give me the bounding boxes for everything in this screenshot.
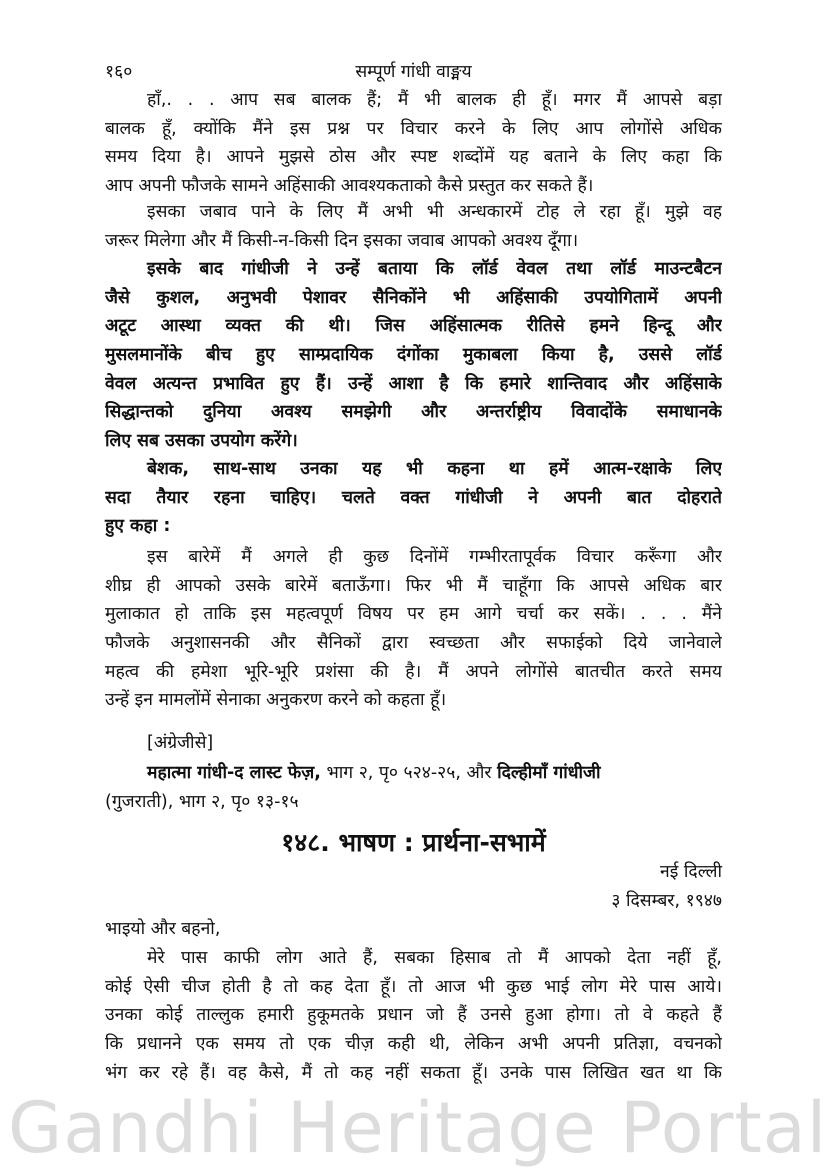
text-line: वेवल अत्यन्त प्रभावित हुए हैं। उन्हें आशा है कि हमारे शान्तिवाद और अहिंसाके <box>105 373 722 394</box>
text-line: मुलाकात हो ताकि इस महत्वपूर्ण विषय पर हम आगे चर्चा कर सकें। . . . मैंने <box>105 604 722 625</box>
text-line: महत्व की हमेशा भूरि-भूरि प्रशंसा की है। मैं अपने लोगोंसे बातचीत करते समय <box>105 661 722 682</box>
text-line: बालक हूँ, क्योंकि मैंने इस प्रश्न पर विचार करने के लिए आप लोगोंसे अधिक <box>105 118 722 139</box>
running-title: सम्पूर्ण गांधी वाङ्मय <box>355 62 472 82</box>
text-line: इस बारेमें मैं अगले ही कुछ दिनोंमें गम्भीरतापूर्वक विचार करूँगा और <box>147 547 722 567</box>
text-line: [अंग्रेजीसे] <box>147 733 214 753</box>
page-number: १६० <box>105 62 133 82</box>
text-line: इसके बाद गांधीजी ने उन्हें बताया कि लॉर्ड वेवल तथा लॉर्ड माउन्टबैटन <box>147 259 722 279</box>
para-1 <box>105 86 722 201</box>
citation-line-2: (गुजराती), भाग २, पृ० १३-१५ <box>105 791 299 812</box>
watermark: Gandhi Heritage Portal <box>8 1087 827 1169</box>
text-line: शीघ्र ही आपको उसके बारेमें बताऊँगा। फिर भी मैं चाहूँगा कि आपसे अधिक बार <box>105 575 722 596</box>
text-line: सदा तैयार रहना चाहिए। चलते वक्त गांधीजी ने अपनी बात दोहराते <box>105 487 722 508</box>
text-line: उनका कोई ताल्लुक हमारी हुकूमतके प्रधान जो हैं उनसे हुआ होगा। तो वे कहते हैं <box>105 1005 722 1026</box>
text-line: मेरे पास काफी लोग आते हैं, सबका हिसाब तो मैं आपको देता नहीं हूँ, <box>147 948 722 969</box>
text-line: जरूर मिलेगा और मैं किसी-न-किसी दिन इसका जवाब आपको अवश्य दूँगा। <box>105 230 579 251</box>
para-2 <box>105 198 722 255</box>
text-line: आप अपनी फौजके सामने अहिंसाकी आवश्यकताको कैसे प्रस्तुत कर सकते हैं। <box>105 176 594 197</box>
citation-title-2: दिल्हीमाँ गांधीजी <box>497 763 601 783</box>
text-line: भंग कर रहे हैं। वह कैसे, मैं तो कह नहीं सकता हूँ। उनके पास लिखित खत था कि <box>105 1062 722 1083</box>
text-line: फौजके अनुशासनकी और सैनिकों द्वारा स्वच्छता और सफाईको दिये जानेवाले <box>105 633 722 654</box>
para-5 <box>105 543 722 715</box>
text-line: अटूट आस्था व्यक्त की थी। जिस अहिंसात्मक रीतिसे हमने हिन्दू और <box>105 316 722 337</box>
text-line: समय दिया है। आपने मुझसे ठोस और स्पष्ट शब्दोंमें यह बताने के लिए कहा कि <box>105 147 722 168</box>
salutation: भाइयो और बहनो, <box>105 919 221 940</box>
text-line: इसका जबाव पाने के लिए मैं अभी भी अन्धकारमें टोह ले रहा हूँ। मुझे वह <box>147 202 722 222</box>
text-line: उन्हें इन मामलोंमें सेनाका अनुकरण करने को कहता हूँ। <box>105 690 447 711</box>
section-heading: १४८. भाषण : प्रार्थना-सभामें <box>281 828 546 857</box>
page-header <box>105 58 722 86</box>
source-note <box>105 729 722 758</box>
text-line: कोई ऐसी चीज होती है तो कह देता हूँ। तो आज भी कुछ भाई लोग मेरे पास आये। <box>105 976 722 997</box>
place: नई दिल्ली <box>660 862 722 882</box>
citation-title-1: महात्मा गांधी-द लास्ट फेज़, <box>147 763 321 783</box>
text-line: मुसलमानोंके बीच हुए साम्प्रदायिक दंगोंका मुकाबला किया है, उससे लॉर्ड <box>105 345 722 366</box>
para-3 <box>105 255 722 456</box>
text-line: जैसे कुशल, अनुभवी पेशावर सैनिकोंने भी अहिंसाकी उपयोगितामें अपनी <box>105 287 722 308</box>
section-body <box>105 858 722 1088</box>
text-line: हाँ,. . . आप सब बालक हैं; मैं भी बालक ही हूँ। मगर मैं आपसे बड़ा <box>147 90 722 110</box>
citation <box>105 759 722 816</box>
citation-ref-1: भाग २, पृ० ५२४-२५, और <box>320 763 498 783</box>
text-line: लिए सब उसका उपयोग करेंगे। <box>105 431 298 452</box>
text-line: सिद्धान्तको दुनिया अवश्य समझेगी और अन्तर्राष्ट्रीय विवादोंके समाधानके <box>105 402 722 423</box>
citation-line-1 <box>105 759 722 788</box>
date: ३ दिसम्बर, १९४७ <box>611 890 722 911</box>
text-line: हुए कहा : <box>105 516 171 537</box>
para-4 <box>105 455 722 541</box>
text-line: कि प्रधानने एक समय तो एक चीज़ कही थी, लेकिन अभी अपनी प्रतिज्ञा, वचनको <box>105 1034 722 1055</box>
text-line: बेशक, साथ-साथ उनका यह भी कहना था हमें आत्म-रक्षाके लिए <box>147 459 722 479</box>
